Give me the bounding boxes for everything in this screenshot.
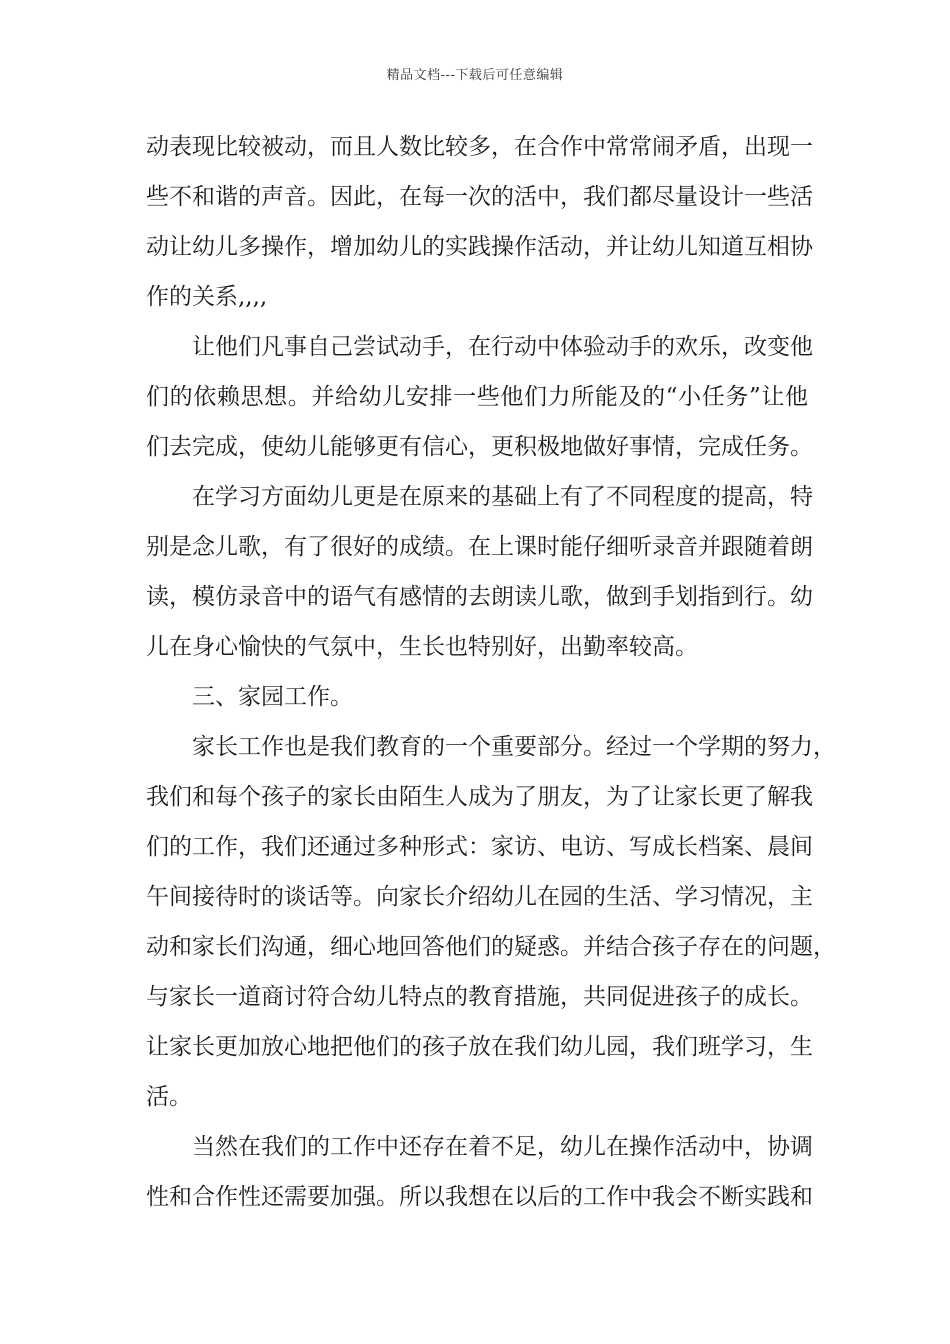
text-line: 动表现比较被动，而且人数比较多，在合作中常常闹矛盾，出现一	[146, 134, 813, 160]
text-line: 们去完成，使幼儿能够更有信心，更积极地做好事情，完成任务。	[146, 434, 813, 460]
document-body	[146, 122, 836, 1222]
text-line: 活。	[146, 1084, 192, 1110]
text-line: 性和合作性还需要加强。所以我想在以后的工作中我会不断实践和	[146, 1184, 813, 1210]
text-line: 午间接待时的谈话等。向家长介绍幼儿在园的生活、学习情况，主	[146, 884, 813, 910]
text-line: 在学习方面幼儿更是在原来的基础上有了不同程度的提高，特	[192, 484, 813, 510]
page-header: 精品文档---下载后可任意编辑	[386, 68, 564, 83]
section-heading: 三、家园工作。	[192, 684, 353, 710]
text-line: 别是念儿歌，有了很好的成绩。在上课时能仔细听录音并跟随着朗	[146, 534, 813, 560]
text-line: 我们和每个孩子的家长由陌生人成为了朋友，为了让家长更了解我	[146, 784, 813, 810]
text-line: 们的工作，我们还通过多种形式：家访、电访、写成长档案、晨间	[146, 834, 813, 860]
text-line: 当然在我们的工作中还存在着不足，幼儿在操作活动中，协调	[192, 1134, 813, 1160]
text-line: 动和家长们沟通，细心地回答他们的疑惑。并结合孩子存在的问题，	[146, 934, 836, 960]
text-line: 儿在身心愉快的气氛中，生长也特别好，出勤率较高。	[146, 634, 698, 660]
text-line: 们的依赖思想。并给幼儿安排一些他们力所能及的“小任务”让他	[146, 384, 808, 410]
text-line: 些不和谐的声音。因此，在每一次的活中，我们都尽量设计一些活	[146, 184, 813, 210]
text-line: 让家长更加放心地把他们的孩子放在我们幼儿园，我们班学习，生	[146, 1034, 813, 1060]
text-line: 家长工作也是我们教育的一个重要部分。经过一个学期的努力，	[192, 734, 836, 760]
text-line: 作的关系,,,,	[146, 284, 268, 310]
text-line: 与家长一道商讨符合幼儿特点的教育措施，共同促进孩子的成长。	[146, 984, 813, 1010]
text-line: 让他们凡事自己尝试动手，在行动中体验动手的欢乐，改变他	[192, 334, 813, 360]
text-line: 读，模仿录音中的语气有感情的去朗读儿歌，做到手划指到行。幼	[146, 584, 813, 610]
text-line: 动让幼儿多操作，增加幼儿的实践操作活动，并让幼儿知道互相协	[146, 234, 813, 260]
